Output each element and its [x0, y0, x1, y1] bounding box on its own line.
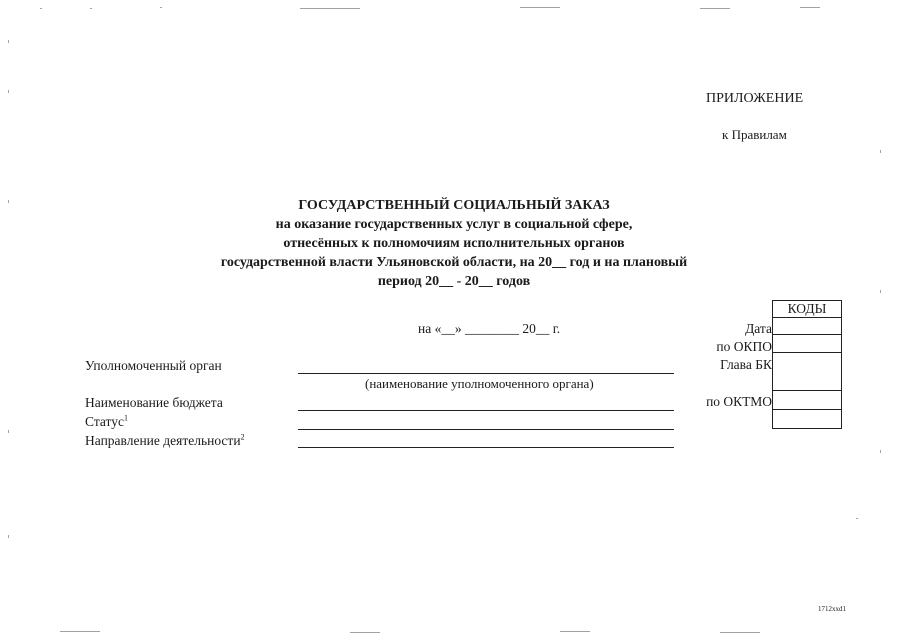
scan-speck: [880, 150, 881, 153]
appendix-heading: ПРИЛОЖЕНИЕ: [706, 91, 804, 106]
order-date-line: на «__» ________ 20__ г.: [418, 321, 561, 336]
codes-bk-chapter-cell: [773, 353, 842, 391]
scan-speck: [8, 90, 9, 93]
direction-text: Направление деятельности: [85, 433, 241, 448]
authorized-body-label: Уполномоченный орган: [85, 358, 222, 373]
scan-speck: [856, 518, 858, 519]
direction-label: [85, 433, 245, 449]
scan-speck: [60, 631, 100, 632]
budget-name-label: Наименование бюджета: [85, 395, 223, 410]
status-label: [85, 414, 128, 430]
scan-speck: [8, 40, 9, 43]
scan-speck: [8, 430, 9, 433]
title-line-5: период 20__ - 20__ годов: [377, 274, 531, 289]
scan-speck: [8, 535, 9, 538]
scan-speck: [350, 632, 380, 633]
status-line: [298, 429, 674, 430]
status-text: Статус: [85, 414, 124, 429]
codes-header: КОДЫ: [773, 301, 842, 318]
scan-speck: [520, 7, 560, 8]
scan-speck: [700, 8, 730, 9]
scan-speck: [720, 632, 760, 633]
title-line-2: на оказание государственных услуг в социальной сфере,: [275, 217, 633, 232]
status-footnote-mark: 1: [124, 413, 128, 423]
codes-oktmo-cell: [773, 391, 842, 410]
direction-footnote-mark: 2: [240, 432, 245, 442]
codes-extra-cell: [773, 410, 842, 429]
codes-date-label: Дата: [745, 321, 772, 336]
codes-table: [772, 300, 842, 429]
title-line-3: отнесённых к полномочиям исполнительных органов: [283, 236, 625, 251]
scan-speck: [40, 8, 42, 9]
title-line-4: государственной власти Ульяновской области, на 20__ год и на плановый: [220, 255, 688, 270]
appendix-to-rules: к Правилам: [722, 127, 787, 142]
authorized-body-caption: (наименование уполномоченного органа): [365, 376, 594, 391]
scan-speck: [880, 290, 881, 293]
scan-speck: [880, 450, 881, 453]
scan-speck: [160, 7, 162, 8]
scan-speck: [300, 8, 360, 9]
budget-name-line: [298, 410, 674, 411]
codes-date-cell: [773, 318, 842, 335]
scan-speck: [8, 200, 9, 203]
document-code: 1712ххd1: [818, 605, 846, 613]
authorized-body-line: [298, 373, 674, 374]
document-title: [130, 196, 778, 291]
codes-oktmo-label: по ОКТМО: [706, 394, 772, 409]
scan-speck: [800, 7, 820, 8]
direction-line: [298, 447, 674, 448]
scan-speck: [560, 631, 590, 632]
codes-okpo-cell: [773, 335, 842, 353]
codes-okpo-label: по ОКПО: [716, 339, 772, 354]
title-line-1: ГОСУДАРСТВЕННЫЙ СОЦИАЛЬНЫЙ ЗАКАЗ: [298, 198, 610, 213]
codes-bk-chapter-label: Глава БК: [720, 357, 772, 372]
scan-speck: [90, 8, 92, 9]
